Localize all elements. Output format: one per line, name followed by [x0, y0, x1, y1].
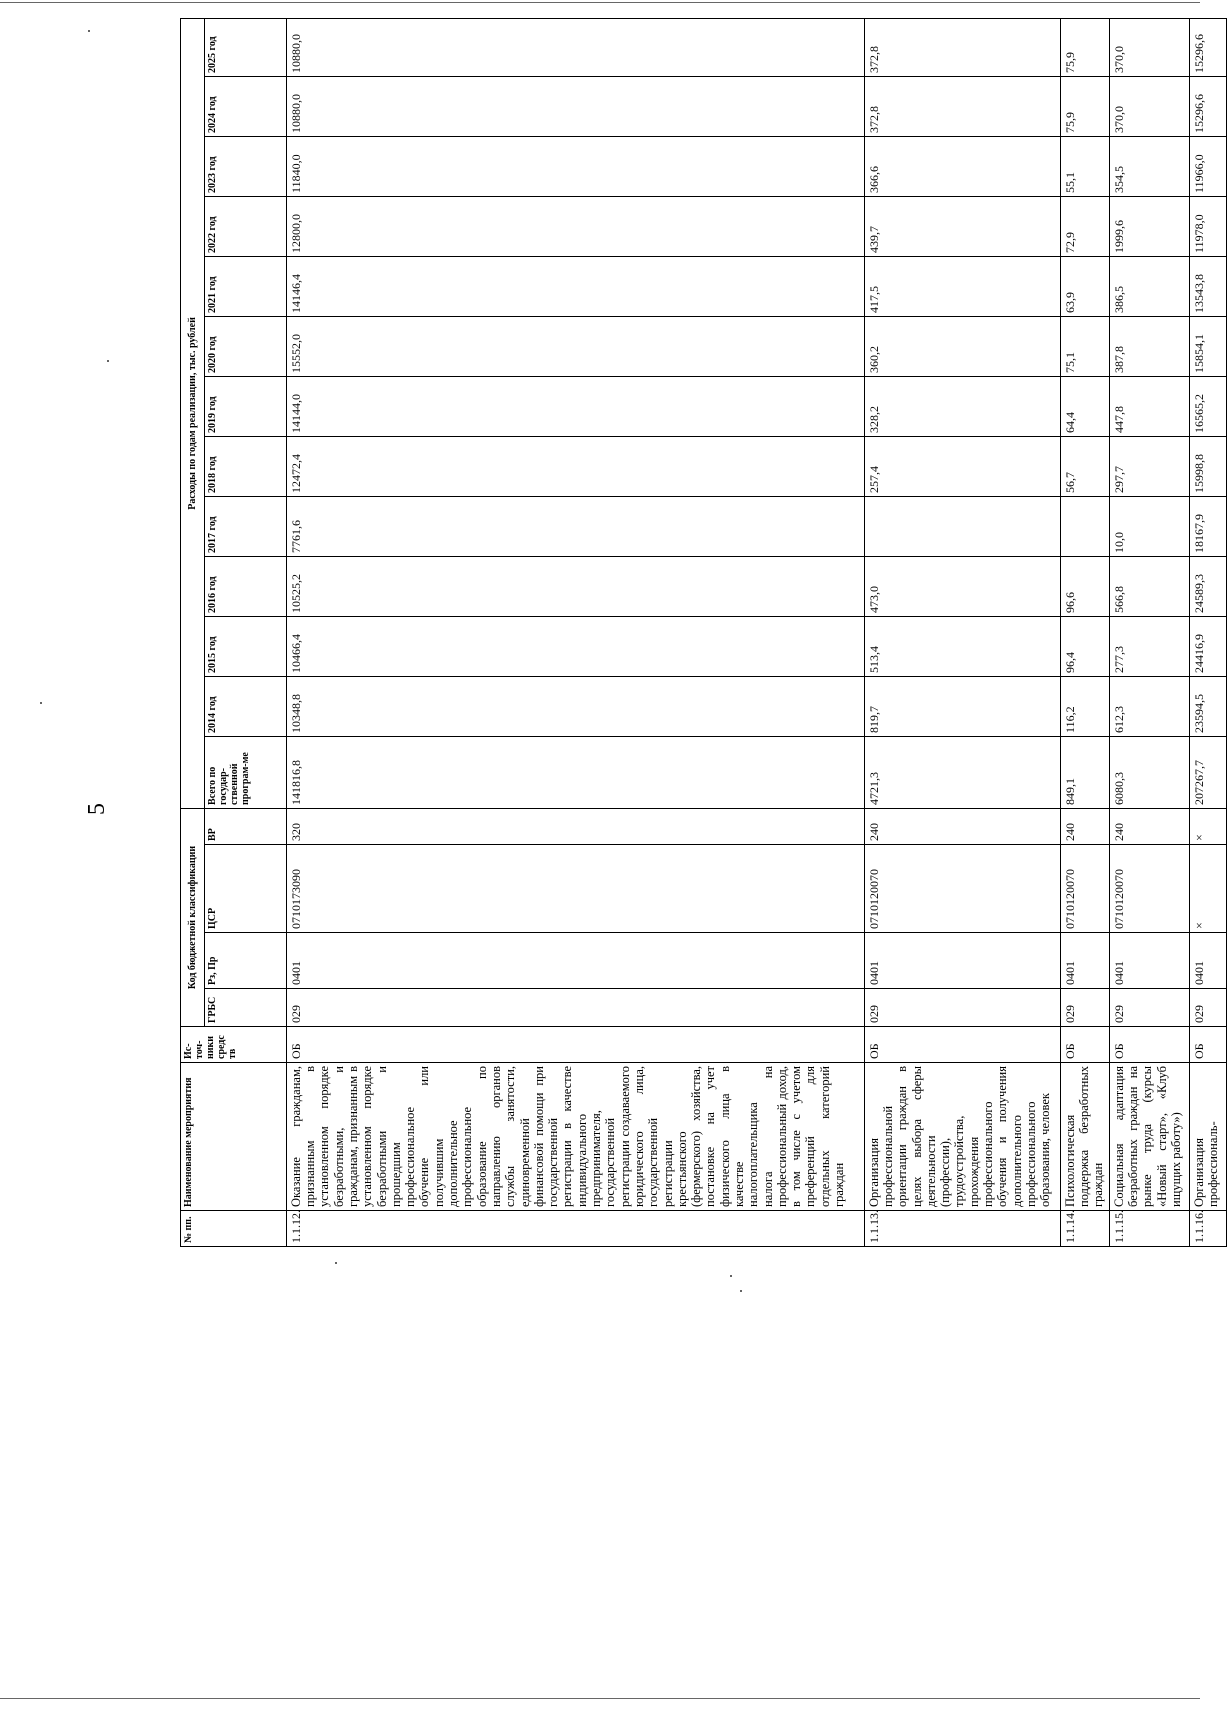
cell-grbs: 029	[1060, 989, 1109, 1027]
header-year: 2020 год	[204, 316, 286, 376]
cell-year-value: 75,9	[1060, 18, 1109, 76]
cell-year-value: 72,9	[1060, 196, 1109, 256]
cell-year-value: 55,1	[1060, 136, 1109, 196]
scan-speck	[88, 30, 90, 32]
scan-speck	[107, 360, 109, 362]
header-year: 2024 год	[204, 76, 286, 136]
table-row	[1060, 18, 1109, 1246]
cell-year-value: 11978,0	[1189, 196, 1226, 256]
cell-year-value: 56,7	[1060, 436, 1109, 496]
cell-year-value: 566,8	[1109, 556, 1189, 616]
cell-year-value: 23594,5	[1189, 676, 1226, 736]
header-year: 2021 год	[204, 256, 286, 316]
cell-year-value: 257,4	[864, 436, 1060, 496]
cell-year-value: 297,7	[1109, 436, 1189, 496]
cell-csr: 0710120070	[864, 845, 1060, 933]
cell-year-value: 370,0	[1109, 76, 1189, 136]
cell-year-value: 24589,3	[1189, 556, 1226, 616]
cell-year-value: 10348,8	[286, 676, 864, 736]
cell-year-value: 14146,4	[286, 256, 864, 316]
header-budget-code: Код бюджетной классификации	[181, 808, 205, 1026]
scan-edge-top	[0, 2, 1200, 3]
cell-grbs: 029	[864, 989, 1060, 1027]
scan-speck	[40, 702, 42, 704]
cell-year-value: 439,7	[864, 196, 1060, 256]
cell-csr: 0710173090	[286, 845, 864, 933]
cell-year-value: 15998,8	[1189, 436, 1226, 496]
header-csr: ЦСР	[204, 845, 286, 933]
cell-year-value: 12472,4	[286, 436, 864, 496]
cell-grbs: 029	[286, 989, 864, 1027]
cell-year-value: 386,5	[1109, 256, 1189, 316]
cell-year-value: 15854,1	[1189, 316, 1226, 376]
cell-rzpr: 0401	[1060, 933, 1109, 989]
header-year: 2023 год	[204, 136, 286, 196]
cell-source: ОБ	[1189, 1027, 1226, 1063]
scan-speck	[335, 1262, 337, 1264]
cell-year-value: 10880,0	[286, 18, 864, 76]
header-rzpr: Рз, Пр	[204, 933, 286, 989]
cell-year-value: 447,8	[1109, 376, 1189, 436]
header-num: № пп.	[181, 1211, 287, 1247]
cell-rzpr: 0401	[1109, 933, 1189, 989]
cell-year-value: 10880,0	[286, 76, 864, 136]
cell-grbs: 029	[1109, 989, 1189, 1027]
cell-vr: ×	[1189, 808, 1226, 844]
page-number: 5	[84, 803, 110, 815]
header-expenses: Расходы по годам реализации, тыс. рублей	[181, 18, 205, 808]
cell-name: Психологическая поддержка безработных граждан	[1060, 1063, 1109, 1211]
cell-year-value: 1999,6	[1109, 196, 1189, 256]
rotated-table-container	[180, 33, 1227, 1247]
scan-speck	[740, 1290, 742, 1292]
cell-csr: ×	[1189, 845, 1226, 933]
cell-year-value: 75,9	[1060, 76, 1109, 136]
cell-year-value: 372,8	[864, 76, 1060, 136]
cell-year-value: 360,2	[864, 316, 1060, 376]
cell-num: 1.1.12.	[286, 1211, 864, 1247]
cell-year-value: 16565,2	[1189, 376, 1226, 436]
cell-name: Организация профессиональной ориентации граждан в целях выбора сферы деятельности (профессии), трудоустройства, прохождения профессионального обучения и получения дополнительного профессионального образования, человек	[864, 1063, 1060, 1211]
cell-year-value: 116,2	[1060, 676, 1109, 736]
cell-year-value: 64,4	[1060, 376, 1109, 436]
cell-year-value: 473,0	[864, 556, 1060, 616]
cell-csr: 0710120070	[1109, 845, 1189, 933]
cell-vr: 240	[864, 808, 1060, 844]
header-year: 2016 год	[204, 556, 286, 616]
cell-year-value: 24416,9	[1189, 616, 1226, 676]
cell-num: 1.1.15.	[1109, 1211, 1189, 1247]
budget-table	[180, 18, 1227, 1247]
header-total: Всего по государ-ственной програм-ме	[204, 736, 286, 808]
cell-year-value: 370,0	[1109, 18, 1189, 76]
cell-year-value: 819,7	[864, 676, 1060, 736]
cell-year-value: 612,3	[1109, 676, 1189, 736]
header-year: 2019 год	[204, 376, 286, 436]
header-vr: ВР	[204, 808, 286, 844]
cell-name: Оказание гражданам, признанным в установленном порядке безработными, и гражданам, признанным в установленном порядке безработными и прошедшим профессиональное обучение или получившим дополнительное профессиональное образование по направлению органов службы занятости, единовременной финансовой помощи при государственной регистрации в качестве индивидуального предпринимателя, государственной регистрации создаваемого юридического лица, государственной регистрации крестьянского (фермерского) хозяйства, постановке на учет физического лица в качестве налогоплательщика налога на профессиональный доход, в том числе с учетом преференций для отдельных категорий граждан	[286, 1063, 864, 1211]
cell-vr: 240	[1060, 808, 1109, 844]
cell-total: 207267,7	[1189, 736, 1226, 808]
cell-total: 4721,3	[864, 736, 1060, 808]
cell-name: Социальная адаптация безработных граждан на рынке труда (курсы «Новый старт», «Клуб ищущих работу»)	[1109, 1063, 1189, 1211]
cell-source: ОБ	[1060, 1027, 1109, 1063]
cell-num: 1.1.13.	[864, 1211, 1060, 1247]
cell-year-value: 13543,8	[1189, 256, 1226, 316]
header-year: 2022 год	[204, 196, 286, 256]
header-year: 2025 год	[204, 18, 286, 76]
cell-year-value: 11966,0	[1189, 136, 1226, 196]
cell-year-value: 366,6	[864, 136, 1060, 196]
cell-year-value: 10466,4	[286, 616, 864, 676]
cell-vr: 240	[1109, 808, 1189, 844]
header-year: 2015 год	[204, 616, 286, 676]
header-grbs: ГРБС	[204, 989, 286, 1027]
cell-vr: 320	[286, 808, 864, 844]
cell-rzpr: 0401	[286, 933, 864, 989]
header-year: 2018 год	[204, 436, 286, 496]
cell-year-value: 10525,2	[286, 556, 864, 616]
cell-year-value: 14144,0	[286, 376, 864, 436]
cell-year-value: 7761,6	[286, 496, 864, 556]
header-name: Наименование мероприятия	[181, 1063, 287, 1211]
cell-year-value	[864, 496, 1060, 556]
cell-year-value: 354,5	[1109, 136, 1189, 196]
cell-year-value: 15552,0	[286, 316, 864, 376]
cell-year-value: 10,0	[1109, 496, 1189, 556]
table-row	[286, 18, 864, 1246]
cell-year-value: 387,8	[1109, 316, 1189, 376]
cell-year-value: 513,4	[864, 616, 1060, 676]
cell-year-value: 75,1	[1060, 316, 1109, 376]
cell-year-value: 277,3	[1109, 616, 1189, 676]
header-year: 2017 год	[204, 496, 286, 556]
cell-total: 849,1	[1060, 736, 1109, 808]
cell-year-value: 372,8	[864, 18, 1060, 76]
cell-year-value: 417,5	[864, 256, 1060, 316]
cell-year-value: 328,2	[864, 376, 1060, 436]
cell-grbs: 029	[1189, 989, 1226, 1027]
cell-year-value: 96,6	[1060, 556, 1109, 616]
table-row	[864, 18, 1060, 1246]
cell-total: 6080,3	[1109, 736, 1189, 808]
cell-year-value: 12800,0	[286, 196, 864, 256]
cell-name: Организация профессиональ-	[1189, 1063, 1226, 1211]
scan-speck	[730, 1275, 732, 1277]
table-row	[1109, 18, 1189, 1246]
cell-source: ОБ	[864, 1027, 1060, 1063]
cell-year-value	[1060, 496, 1109, 556]
cell-total: 141816,8	[286, 736, 864, 808]
cell-year-value: 18167,9	[1189, 496, 1226, 556]
header-source: Ис-точ-ники средс тв	[181, 1027, 287, 1063]
cell-source: ОБ	[286, 1027, 864, 1063]
cell-num: 1.1.14.	[1060, 1211, 1109, 1247]
cell-rzpr: 0401	[864, 933, 1060, 989]
cell-year-value: 15296,6	[1189, 76, 1226, 136]
cell-source: ОБ	[1109, 1027, 1189, 1063]
table-header-row	[181, 18, 205, 1246]
scan-edge-bottom	[0, 1698, 1200, 1699]
table-row	[1189, 18, 1226, 1246]
header-year: 2014 год	[204, 676, 286, 736]
cell-year-value: 11840,0	[286, 136, 864, 196]
cell-num: 1.1.16.	[1189, 1211, 1226, 1247]
cell-year-value: 63,9	[1060, 256, 1109, 316]
cell-rzpr: 0401	[1189, 933, 1226, 989]
cell-csr: 0710120070	[1060, 845, 1109, 933]
cell-year-value: 96,4	[1060, 616, 1109, 676]
cell-year-value: 15296,6	[1189, 18, 1226, 76]
